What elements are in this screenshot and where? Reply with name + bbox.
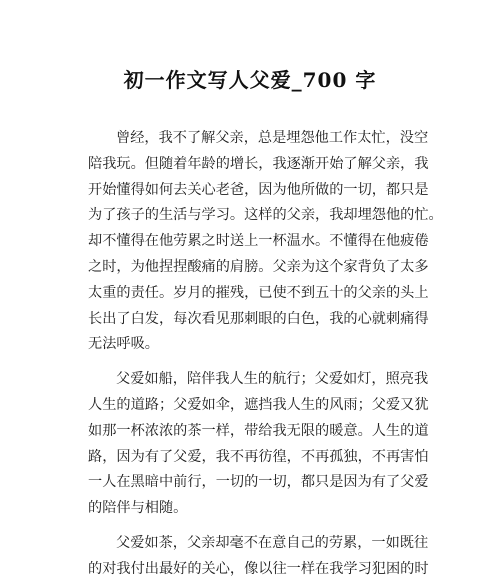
- paragraph-line: 的对我付出最好的关心，像以往一样在我学习犯困的时: [88, 560, 429, 577]
- paragraph-line: 路，因为有了父爱，我不再彷徨，不再孤独，不再害怕: [88, 448, 429, 465]
- paragraph-line: 无法呼吸。: [88, 336, 159, 353]
- paragraph-line: 太重的责任。岁月的摧残，已使不到五十的父亲的头上: [88, 284, 429, 301]
- paragraph-line: 陪我玩。但随着年龄的增长，我逐渐开始了解父亲，我: [88, 155, 429, 172]
- paragraph-line: 如那一杯浓浓的茶一样，带给我无限的暖意。人生的道: [88, 422, 429, 439]
- paragraph-line: 却不懂得在他劳累之时送上一杯温水。不懂得在他疲倦: [88, 233, 429, 250]
- paragraph-line: 之时，为他捏捏酸痛的肩膀。父亲为这个家背负了太多: [88, 258, 429, 275]
- paragraph-line: 开始懂得如何去关心老爸，因为他所做的一切，都只是: [88, 181, 429, 198]
- paragraph-line: 为了孩子的生活与学习。这样的父亲，我却埋怨他的忙。: [88, 207, 443, 224]
- paragraph-line: 的陪伴与相随。: [88, 500, 188, 517]
- paragraph-line: 父爱如茶，父亲却毫不在意自己的劳累，一如既往: [116, 534, 429, 551]
- paragraph-line: 一人在黑暗中前行，一切的一切，都只是因为有了父爱: [88, 474, 429, 491]
- document-title: 初一作文写人父爱_700 字: [123, 68, 377, 92]
- paragraph-line: 长出了白发，每次看见那刺眼的白色，我的心就刺痛得: [88, 310, 429, 327]
- paragraph-line: 曾经，我不了解父亲，总是埋怨他工作太忙，没空: [116, 130, 429, 146]
- document-body: [88, 126, 443, 583]
- paragraph-2: [88, 367, 429, 522]
- paragraph-line: 人生的道路；父爱如伞，遮挡我人生的风雨；父爱又犹: [88, 396, 429, 413]
- paragraph-line: 父爱如船，陪伴我人生的航行；父爱如灯，照亮我: [116, 371, 429, 388]
- paragraph-1: [88, 126, 443, 358]
- paragraph-3: [88, 531, 429, 583]
